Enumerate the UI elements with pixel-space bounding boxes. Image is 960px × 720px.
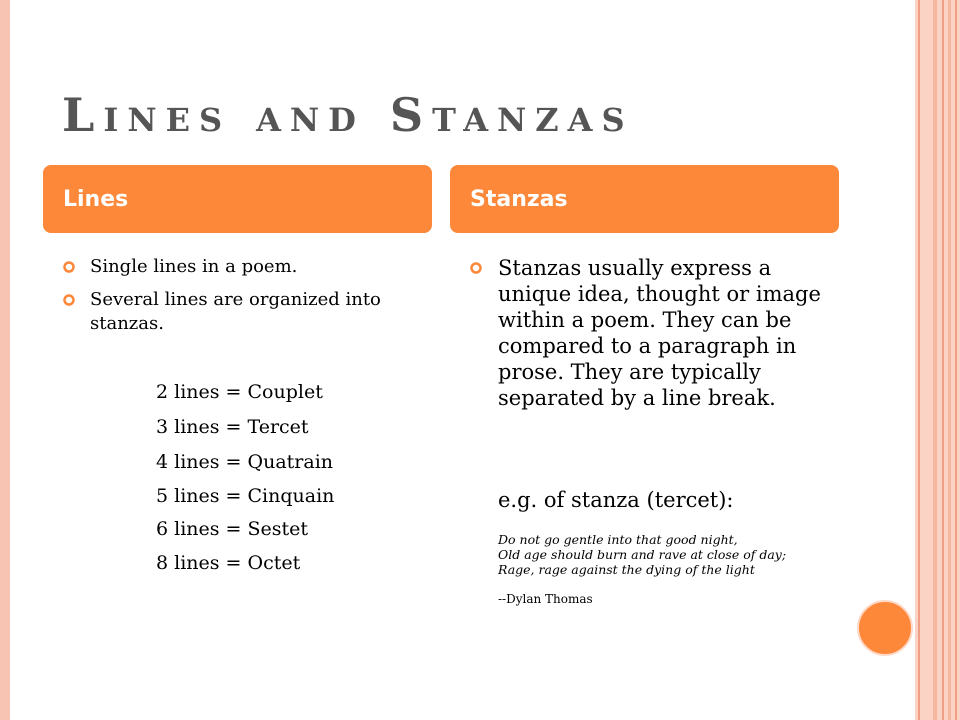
stanza-type-sestet: 6 lines = Sestet [156, 518, 309, 540]
decorative-circle [857, 600, 913, 656]
stanza-type-octet: 8 lines = Octet [156, 552, 301, 574]
bullet-marker-icon [62, 293, 76, 307]
bullet-marker-icon [469, 261, 483, 275]
example-label: e.g. of stanza (tercet): [498, 488, 734, 512]
stanza-type-couplet: 2 lines = Couplet [156, 381, 323, 403]
stanzas-description: Stanzas usually express a unique idea, thought or image within a poem. They can be compared to a paragraph in prose. They are typically separated by a line break. [498, 256, 821, 410]
stanza-type-tercet: 3 lines = Tercet [156, 416, 309, 438]
poem-line-3: Rage, rage against the dying of the light [498, 562, 755, 577]
poem-line-2: Old age should burn and rave at close of day; [498, 547, 787, 562]
lines-bullet-2: Several lines are organized into stanzas. [90, 289, 381, 334]
tab-lines: Lines [43, 165, 432, 233]
right-stripes [915, 0, 960, 720]
slide-title: Lines and Stanzas [62, 88, 634, 142]
poem-attribution: --Dylan Thomas [498, 592, 593, 606]
tab-stanzas: Stanzas [450, 165, 839, 233]
stanza-type-quatrain: 4 lines = Quatrain [156, 451, 334, 473]
bullet-marker-icon [62, 260, 76, 274]
lines-bullet-1: Single lines in a poem. [90, 256, 298, 277]
left-border [0, 0, 10, 720]
poem-line-1: Do not go gentle into that good night, [498, 532, 738, 547]
stanza-type-cinquain: 5 lines = Cinquain [156, 485, 335, 507]
